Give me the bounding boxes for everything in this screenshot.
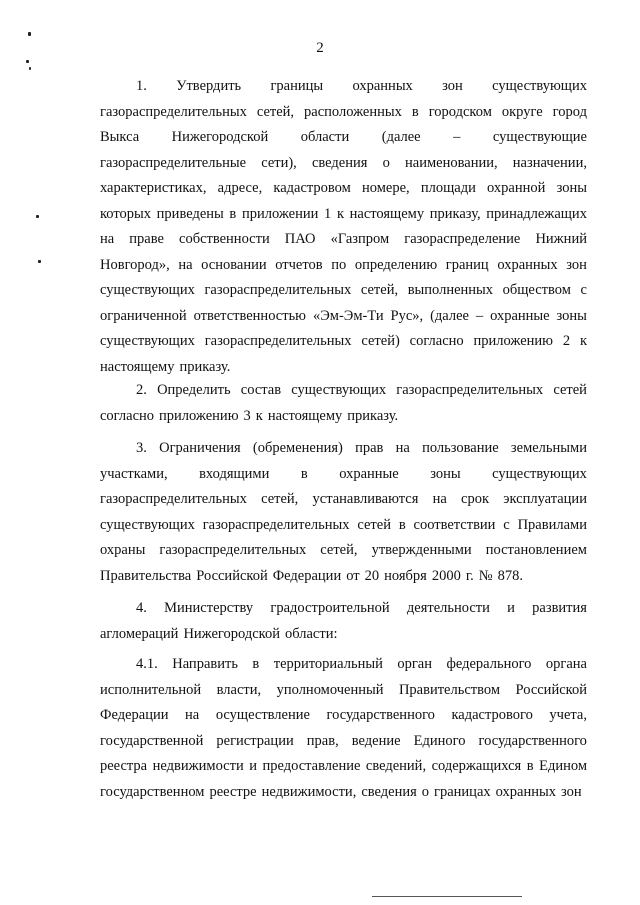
word: на — [100, 231, 115, 247]
word: земельными — [510, 440, 587, 456]
word: осуществление — [215, 707, 310, 723]
text-line — [100, 436, 587, 462]
word: расположенных — [304, 103, 402, 120]
word: 3 — [243, 407, 251, 424]
footer-rule — [372, 896, 522, 897]
word: «Эм-Эм-Ти — [312, 307, 384, 324]
word: соответствии — [413, 516, 496, 533]
text-line — [100, 278, 587, 304]
word: выполненных — [407, 282, 494, 298]
text-line — [100, 176, 587, 202]
text-line — [100, 622, 587, 648]
word: реестре — [209, 783, 257, 800]
word: настоящему — [100, 358, 175, 375]
word: – — [475, 307, 484, 324]
word: Направить — [172, 656, 238, 672]
word: 20 — [364, 567, 380, 584]
word: определению — [354, 256, 438, 273]
word: г. — [465, 567, 474, 584]
word: Новгород», — [100, 256, 170, 273]
word: реестра — [100, 758, 148, 774]
word: охранных — [497, 256, 558, 273]
word: наименовании, — [405, 154, 498, 171]
word: градостроительной — [270, 600, 390, 616]
scan-speck — [26, 60, 29, 63]
word: городском — [428, 103, 492, 120]
word: сетей, — [261, 491, 299, 507]
word: приложению — [159, 407, 239, 424]
text-line — [100, 513, 587, 539]
word: федерального — [446, 656, 532, 672]
word: эксплуатации — [503, 491, 587, 507]
word: Российской — [196, 567, 268, 584]
word: – — [453, 129, 461, 145]
word: зон — [442, 78, 463, 94]
text-line — [100, 355, 587, 381]
word: округе — [501, 103, 543, 120]
word: на — [185, 707, 200, 723]
word: Российской — [515, 681, 587, 698]
text-line — [100, 487, 587, 513]
word: существующие — [492, 129, 587, 145]
text-line — [100, 703, 587, 729]
word: существующих — [100, 333, 195, 349]
word: власти, — [216, 681, 262, 698]
word: к — [336, 205, 344, 222]
word: сетей, — [360, 282, 399, 298]
word: постановлением — [485, 542, 587, 558]
word: области — [300, 129, 350, 145]
word: собственности — [179, 231, 270, 247]
word: ответственностью — [193, 307, 307, 324]
word: приказу, — [429, 205, 481, 222]
scan-speck — [29, 67, 31, 70]
word: согласно — [409, 333, 464, 349]
word: охраны — [100, 542, 146, 558]
word: исполнительной — [100, 681, 202, 698]
text-line — [100, 378, 587, 404]
word: Нижегородской — [183, 625, 280, 642]
word: ограниченной — [100, 307, 187, 324]
word: состав — [240, 382, 282, 398]
text-line — [100, 74, 587, 100]
word: утвержденными — [371, 542, 472, 558]
word: области: — [284, 625, 338, 642]
word: государственном — [100, 783, 205, 800]
word: на — [178, 256, 193, 273]
word: Единого — [413, 732, 466, 749]
word: охранных — [352, 78, 413, 94]
scan-speck — [36, 215, 39, 218]
text-line — [100, 125, 587, 151]
word: охранной — [487, 180, 546, 196]
word: к — [255, 407, 263, 424]
word: входящими — [199, 465, 270, 482]
text-line — [100, 304, 587, 330]
word: Федерации — [100, 707, 169, 723]
word: зоны — [556, 307, 587, 324]
word: (обременения) — [252, 440, 343, 456]
word: сетей — [553, 382, 587, 398]
word: ноября — [384, 567, 427, 584]
word: по — [331, 256, 347, 273]
word: содержащихся — [431, 758, 522, 774]
word: газораспределительных — [159, 542, 307, 558]
word: и — [507, 600, 515, 616]
word: № — [478, 567, 493, 584]
word: регистрации — [216, 732, 294, 749]
text-line — [100, 100, 587, 126]
word: охранных — [495, 783, 556, 800]
word: границы — [270, 78, 324, 94]
word: газораспределение — [404, 231, 521, 247]
word: государственного — [478, 732, 587, 749]
word: сети), — [261, 154, 297, 171]
text-line — [100, 462, 587, 488]
text-line — [100, 253, 587, 279]
word: зоны — [556, 180, 587, 196]
word: 4.1. — [136, 656, 158, 672]
word: зон — [560, 783, 582, 800]
word: адресе, — [217, 180, 263, 196]
word: и — [249, 758, 257, 774]
word: охранные — [490, 307, 550, 324]
word: к — [579, 333, 587, 349]
word: органа — [545, 656, 587, 672]
word: кадастрового — [451, 707, 533, 723]
word: с — [503, 516, 510, 533]
scan-speck — [38, 260, 41, 263]
text-line — [100, 729, 587, 755]
word: сетей) — [361, 333, 400, 349]
word: сетей — [357, 516, 391, 533]
word: в — [229, 205, 237, 222]
word: в — [398, 516, 406, 533]
text-line — [100, 754, 587, 780]
word: Рус», — [390, 307, 424, 324]
word: Правилами — [517, 516, 587, 533]
word: Федерации — [272, 567, 342, 584]
word: Нижегородской — [171, 129, 269, 145]
word: зон — [566, 256, 587, 273]
word: согласно — [100, 407, 155, 424]
word: 1. — [136, 78, 147, 94]
word: Едином — [539, 758, 587, 774]
word: настоящему — [267, 407, 343, 424]
word: уполномоченный — [276, 681, 384, 698]
word: существующих — [492, 78, 587, 94]
word: сетей, — [256, 103, 295, 120]
text-line — [100, 652, 587, 678]
word: с — [580, 282, 587, 298]
word: ПАО — [284, 231, 316, 247]
word: которых — [100, 205, 152, 222]
word: участками, — [100, 465, 168, 482]
scan-speck — [28, 32, 31, 36]
word: 878. — [497, 567, 523, 584]
text-line — [100, 329, 587, 355]
word: приложении — [241, 205, 319, 222]
word: деятельности — [406, 600, 490, 616]
word: газораспределительных — [202, 516, 350, 533]
word: праве — [129, 231, 164, 247]
word: в — [411, 103, 419, 120]
word: назначении, — [512, 154, 587, 171]
word: Правительством — [398, 681, 501, 698]
word: 2 — [562, 333, 571, 349]
word: существующих — [100, 516, 195, 533]
word: границ — [445, 256, 489, 273]
word: Выкса — [100, 129, 140, 145]
word: прав — [355, 440, 384, 456]
word: охранные — [339, 465, 399, 482]
word: отчетов — [275, 256, 323, 273]
word: ведение — [351, 732, 401, 749]
word: газораспределительных — [396, 382, 544, 398]
text-line — [100, 227, 587, 253]
word: Правительства — [100, 567, 192, 584]
word: характеристиках, — [100, 180, 207, 196]
word: сведения — [311, 154, 368, 171]
word: недвижимости, — [261, 783, 357, 800]
word: о — [382, 154, 390, 171]
word: существующих — [291, 382, 387, 398]
word: существующих — [492, 465, 587, 482]
word: 2. — [136, 382, 147, 398]
word: сетей, — [320, 542, 358, 558]
word: на — [395, 440, 410, 456]
word: учета, — [549, 707, 587, 723]
paragraph-5 — [100, 652, 587, 805]
word: развития — [532, 600, 587, 616]
word: основании — [201, 256, 267, 273]
text-line — [100, 780, 587, 806]
paragraph-2 — [100, 378, 587, 429]
paragraph-4 — [100, 596, 587, 647]
word: приказу. — [179, 358, 231, 375]
word: 4. — [136, 600, 147, 616]
word: государственной — [100, 732, 204, 749]
word: приложению — [473, 333, 554, 349]
page-number: 2 — [316, 40, 324, 56]
word: приказу. — [347, 407, 399, 424]
text-line — [100, 678, 587, 704]
word: в — [300, 465, 308, 482]
word: сведений, — [365, 758, 427, 774]
word: 3. — [136, 440, 147, 456]
word: площади — [420, 180, 476, 196]
word: зоны — [430, 465, 461, 482]
word: Определить — [157, 382, 231, 398]
word: государственного — [326, 707, 435, 723]
word: в — [252, 656, 260, 672]
word: территориальный — [273, 656, 383, 672]
word: предоставление — [262, 758, 361, 774]
word: Утвердить — [176, 78, 242, 94]
word: настоящему — [349, 205, 425, 222]
word: Нижний — [535, 231, 587, 247]
word: «Газпром — [330, 231, 390, 247]
word: газораспределительных — [204, 282, 352, 298]
word: недвижимости — [152, 758, 244, 774]
text-line — [100, 538, 587, 564]
word: газораспределительных — [100, 491, 247, 507]
word: границах — [434, 783, 491, 800]
word: газораспределительные — [100, 154, 247, 171]
word: 1 — [324, 205, 332, 222]
text-line — [100, 151, 587, 177]
word: от — [346, 567, 360, 584]
word: кадастровом — [273, 180, 351, 196]
word: устанавливаются — [312, 491, 419, 507]
paragraph-3 — [100, 436, 587, 589]
word: прав, — [306, 732, 339, 749]
word: принадлежащих — [486, 205, 587, 222]
word: на — [432, 491, 447, 507]
word: газораспределительных — [204, 333, 352, 349]
word: пользование — [422, 440, 499, 456]
word: в — [526, 758, 534, 774]
word: город — [552, 103, 587, 120]
word: (далее — [430, 307, 469, 324]
word: существующих — [100, 282, 195, 298]
word: агломераций — [100, 625, 179, 642]
word: сведения — [361, 783, 417, 800]
text-line — [100, 564, 587, 590]
word: Ограничения — [159, 440, 241, 456]
word: обществом — [502, 282, 571, 298]
text-line — [100, 596, 587, 622]
word: 2000 — [431, 567, 461, 584]
word: (далее — [381, 129, 421, 145]
text-line — [100, 404, 587, 430]
word: номере, — [362, 180, 410, 196]
word: срок — [461, 491, 490, 507]
word: Министерству — [164, 600, 254, 616]
word: о — [421, 783, 430, 800]
word: орган — [397, 656, 432, 672]
word: газораспределительных — [100, 103, 247, 120]
text-line — [100, 202, 587, 228]
word: приведены — [156, 205, 224, 222]
paragraph-1 — [100, 74, 587, 380]
